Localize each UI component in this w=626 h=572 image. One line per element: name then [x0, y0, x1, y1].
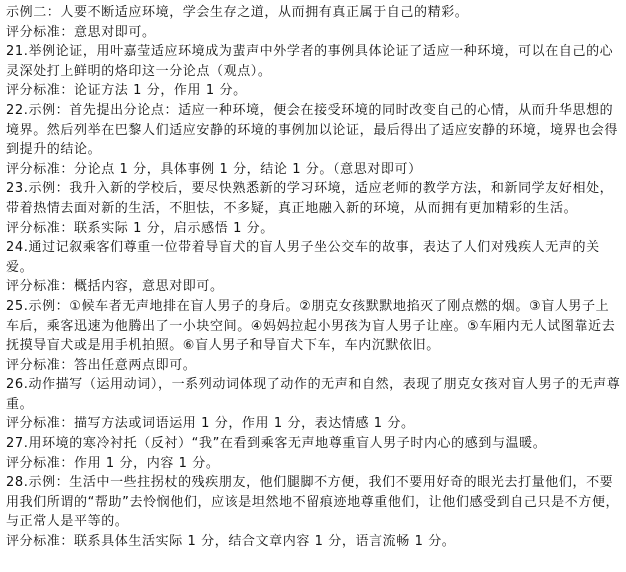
text-line: 评分标准：联系具体生活实际 1 分，结合文章内容 1 分，语言流畅 1 分。	[6, 534, 456, 550]
text-line: 23.示例：我升入新的学校后，要尽快熟悉新的学习环境，适应老师的教学方法，和新同学友好相处，带着热情去面对新的生活，不胆怯，不多疑，真正地融入新的环境，从而拥有更加精彩的生活。	[6, 181, 614, 216]
text-line: 26.动作描写（运用动词），一系列动词体现了动作的无声和自然，表现了朋克女孩对盲人男子的无声尊重。	[6, 377, 621, 412]
text-line: 评分标准：描写方法或词语运用 1 分，作用 1 分，表达情感 1 分。	[6, 416, 415, 432]
text-line: 评分标准：联系实际 1 分，启示感悟 1 分。	[6, 220, 274, 236]
text-line: 22.示例：首先提出分论点：适应一种环境，便会在接受环境的同时改变自己的心情，从而升华思想的境界。然后列举在巴黎人们适应安静的环境的事例加以论证，最后得出了适应安静的环境，境界也会得到提升的结论。	[6, 102, 619, 158]
text-line: 27.用环境的寒冷衬托（反衬）“我”在看到乘客无声地尊重盲人男子时内心的感到与温暖。	[6, 436, 547, 452]
text-line: 评分标准：意思对即可。	[6, 24, 156, 40]
text-line: 评分标准：作用 1 分，内容 1 分。	[6, 455, 220, 471]
text-line: 28.示例：生活中一些拄拐杖的残疾朋友，他们腿脚不方便，我们不要用好奇的眼光去打量他们，不要用我们所谓的“帮助”去怜悯他们，应该是坦然地不留痕迹地尊重他们，让他们感受到自己只是不方便，与正常人是平等的。	[6, 475, 620, 530]
text-line: 评分标准：概括内容，意思对即可。	[6, 279, 224, 295]
text-line: 评分标准：论证方法 1 分，作用 1 分。	[6, 83, 247, 99]
text-line: 评分标准：分论点 1 分，具体事例 1 分，结论 1 分。（意思对即可）	[6, 161, 422, 177]
text-line: 24.通过记叙乘客们尊重一位带着导盲犬的盲人男子坐公交车的故事，表达了人们对残疾人无声的关爱。	[6, 240, 600, 275]
text-line: 示例二：人要不断适应环境，学会生存之道，从而拥有真正属于自己的精彩。	[6, 5, 469, 20]
text-line: 21.举例论证，用叶嘉莹适应环境成为蜚声中外学者的事例具体论证了适应一种环境，可以在自己的心灵深处打上鲜明的烙印这一分论点（观点）。	[6, 44, 614, 79]
answer-key-document	[6, 3, 622, 552]
text-line: 评分标准：答出任意两点即可。	[6, 357, 197, 373]
text-line: 25.示例：①候车者无声地排在盲人男子的身后。②朋克女孩默默地掐灭了刚点燃的烟。③盲人男子上车后，乘客迅速为他腾出了一小块空间。④妈妈拉起小男孩为盲人男子让座。⑤车厢内无人试图靠近去抚摸导盲犬或是用手机拍照。⑥盲人男子和导盲犬下车，车内沉默依旧。	[6, 298, 616, 354]
